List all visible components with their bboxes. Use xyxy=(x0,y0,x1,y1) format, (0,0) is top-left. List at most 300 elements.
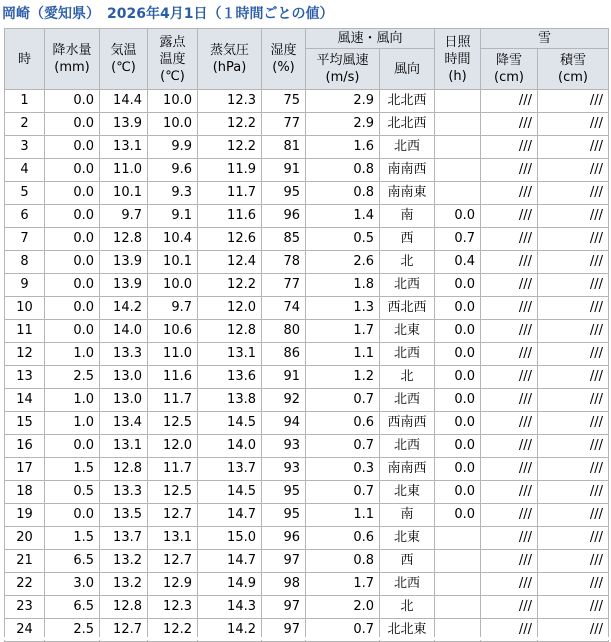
cell-dew-point: 10.6 xyxy=(148,320,198,343)
cell-dew-point: 12.0 xyxy=(148,435,198,458)
cell-vapor-pressure: 12.2 xyxy=(198,136,262,159)
cell-sunshine xyxy=(435,136,481,159)
table-row xyxy=(5,573,609,596)
cell-hour: 17 xyxy=(5,458,45,481)
cell-precipitation: 0.5 xyxy=(45,481,100,504)
cell-dew-point: 10.0 xyxy=(148,90,198,113)
cell-snowfall: /// xyxy=(481,412,538,435)
cell-sunshine: 0.7 xyxy=(435,228,481,251)
cell-sunshine xyxy=(435,596,481,619)
cell-wind-speed: 1.8 xyxy=(306,274,380,297)
cell-humidity: 97 xyxy=(262,619,306,642)
cell-wind-speed: 1.6 xyxy=(306,136,380,159)
cell-wind-speed: 2.9 xyxy=(306,113,380,136)
cell-wind-direction: 西 xyxy=(380,228,435,251)
cell-temperature: 13.2 xyxy=(100,573,148,596)
cell-snow-depth: /// xyxy=(538,435,609,458)
cell-snow-depth: /// xyxy=(538,228,609,251)
cell-dew-point: 9.7 xyxy=(148,297,198,320)
cell-vapor-pressure: 12.2 xyxy=(198,274,262,297)
cell-wind-speed: 0.6 xyxy=(306,527,380,550)
cell-temperature: 14.2 xyxy=(100,297,148,320)
cell-wind-direction: 北西 xyxy=(380,389,435,412)
cell-humidity: 77 xyxy=(262,113,306,136)
cell-temperature: 10.1 xyxy=(100,182,148,205)
cell-precipitation: 1.0 xyxy=(45,343,100,366)
cell-wind-speed: 0.8 xyxy=(306,182,380,205)
cell-wind-speed: 1.4 xyxy=(306,205,380,228)
cell-snow-depth: /// xyxy=(538,205,609,228)
cell-precipitation: 1.5 xyxy=(45,458,100,481)
cell-snowfall: /// xyxy=(481,136,538,159)
cell-humidity: 85 xyxy=(262,228,306,251)
cell-sunshine: 0.0 xyxy=(435,389,481,412)
cell-hour: 21 xyxy=(5,550,45,573)
cell-hour: 14 xyxy=(5,389,45,412)
cell-wind-speed: 0.8 xyxy=(306,550,380,573)
cell-sunshine: 0.0 xyxy=(435,458,481,481)
cell-dew-point: 11.6 xyxy=(148,366,198,389)
cell-dew-point: 12.3 xyxy=(148,596,198,619)
cell-temperature: 12.7 xyxy=(100,619,148,642)
cell-precipitation: 3.0 xyxy=(45,573,100,596)
cell-humidity: 93 xyxy=(262,458,306,481)
cell-vapor-pressure: 13.7 xyxy=(198,458,262,481)
cell-wind-direction: 西南西 xyxy=(380,412,435,435)
table-row xyxy=(5,550,609,573)
cell-wind-direction: 北東 xyxy=(380,481,435,504)
cell-wind-speed: 1.2 xyxy=(306,366,380,389)
cell-sunshine: 0.0 xyxy=(435,435,481,458)
table-row xyxy=(5,596,609,619)
cell-hour: 5 xyxy=(5,182,45,205)
cell-wind-direction: 南南西 xyxy=(380,159,435,182)
cell-vapor-pressure: 11.9 xyxy=(198,159,262,182)
cell-hour: 15 xyxy=(5,412,45,435)
cell-temperature: 12.8 xyxy=(100,596,148,619)
cell-wind-direction: 南 xyxy=(380,205,435,228)
cell-sunshine xyxy=(435,90,481,113)
cell-wind-direction: 西 xyxy=(380,550,435,573)
cell-snow-depth: /// xyxy=(538,366,609,389)
cell-temperature: 13.7 xyxy=(100,527,148,550)
cell-precipitation: 0.0 xyxy=(45,136,100,159)
cell-dew-point: 11.7 xyxy=(148,458,198,481)
cell-snowfall: /// xyxy=(481,435,538,458)
cell-vapor-pressure: 11.6 xyxy=(198,205,262,228)
cell-temperature: 9.7 xyxy=(100,205,148,228)
cell-snow-depth: /// xyxy=(538,251,609,274)
cell-precipitation: 6.5 xyxy=(45,550,100,573)
cell-temperature: 13.3 xyxy=(100,343,148,366)
cell-dew-point: 10.1 xyxy=(148,251,198,274)
cell-snowfall: /// xyxy=(481,458,538,481)
cell-precipitation: 2.5 xyxy=(45,619,100,642)
cell-temperature: 13.2 xyxy=(100,550,148,573)
cell-snowfall: /// xyxy=(481,205,538,228)
cell-vapor-pressure: 13.8 xyxy=(198,389,262,412)
cell-wind-speed: 0.7 xyxy=(306,389,380,412)
cell-hour: 20 xyxy=(5,527,45,550)
cell-wind-speed: 1.3 xyxy=(306,297,380,320)
cell-vapor-pressure: 14.3 xyxy=(198,596,262,619)
cell-hour: 7 xyxy=(5,228,45,251)
cell-humidity: 97 xyxy=(262,550,306,573)
cell-precipitation: 1.0 xyxy=(45,412,100,435)
header-wind-group: 風速・風向 xyxy=(306,29,435,49)
cell-dew-point: 12.7 xyxy=(148,504,198,527)
cell-dew-point: 12.7 xyxy=(148,550,198,573)
cell-humidity: 86 xyxy=(262,343,306,366)
cell-vapor-pressure: 14.2 xyxy=(198,619,262,642)
cell-humidity: 92 xyxy=(262,389,306,412)
cell-dew-point: 10.0 xyxy=(148,274,198,297)
cell-wind-direction: 北 xyxy=(380,596,435,619)
table-row xyxy=(5,481,609,504)
cell-humidity: 95 xyxy=(262,182,306,205)
cell-sunshine: 0.0 xyxy=(435,320,481,343)
cell-hour: 4 xyxy=(5,159,45,182)
cell-humidity: 96 xyxy=(262,205,306,228)
table-row xyxy=(5,320,609,343)
cell-snowfall: /// xyxy=(481,619,538,642)
cell-snow-depth: /// xyxy=(538,504,609,527)
cell-temperature: 13.0 xyxy=(100,389,148,412)
cell-snow-depth: /// xyxy=(538,573,609,596)
table-row xyxy=(5,297,609,320)
cell-vapor-pressure: 13.1 xyxy=(198,343,262,366)
table-row xyxy=(5,343,609,366)
page-title: 岡崎（愛知県） 2026年4月1日（１時間ごとの値） xyxy=(2,6,334,22)
cell-precipitation: 0.0 xyxy=(45,504,100,527)
cell-snowfall: /// xyxy=(481,159,538,182)
cell-wind-speed: 0.7 xyxy=(306,481,380,504)
header-vapor-pressure: 蒸気圧 (hPa) xyxy=(198,29,262,90)
cell-wind-direction: 北東 xyxy=(380,320,435,343)
cell-humidity: 97 xyxy=(262,596,306,619)
cell-wind-speed: 0.7 xyxy=(306,619,380,642)
cell-hour: 22 xyxy=(5,573,45,596)
cell-wind-speed: 0.5 xyxy=(306,228,380,251)
cell-snow-depth: /// xyxy=(538,320,609,343)
cell-dew-point: 10.4 xyxy=(148,228,198,251)
cell-precipitation: 0.0 xyxy=(45,113,100,136)
cell-hour: 16 xyxy=(5,435,45,458)
cell-wind-speed: 0.6 xyxy=(306,412,380,435)
cell-wind-direction: 北西 xyxy=(380,343,435,366)
cell-temperature: 13.1 xyxy=(100,136,148,159)
cell-dew-point: 11.7 xyxy=(148,389,198,412)
cell-wind-speed: 1.7 xyxy=(306,320,380,343)
cell-sunshine: 0.0 xyxy=(435,343,481,366)
cell-dew-point: 13.1 xyxy=(148,527,198,550)
table-header xyxy=(5,29,609,90)
cell-snow-depth: /// xyxy=(538,113,609,136)
cell-precipitation: 1.5 xyxy=(45,527,100,550)
cell-snowfall: /// xyxy=(481,182,538,205)
cell-vapor-pressure: 12.6 xyxy=(198,228,262,251)
table-row xyxy=(5,251,609,274)
table-row xyxy=(5,412,609,435)
cell-precipitation: 0.0 xyxy=(45,228,100,251)
cell-dew-point: 9.3 xyxy=(148,182,198,205)
cell-sunshine: 0.0 xyxy=(435,274,481,297)
cell-hour: 18 xyxy=(5,481,45,504)
cell-wind-direction: 南南西 xyxy=(380,458,435,481)
cell-hour: 23 xyxy=(5,596,45,619)
header-hour: 時 xyxy=(5,29,45,90)
cell-dew-point: 11.0 xyxy=(148,343,198,366)
cell-dew-point: 12.9 xyxy=(148,573,198,596)
cell-wind-direction: 北西 xyxy=(380,573,435,596)
table-row xyxy=(5,527,609,550)
cell-vapor-pressure: 12.2 xyxy=(198,113,262,136)
cell-snow-depth: /// xyxy=(538,412,609,435)
cell-humidity: 77 xyxy=(262,274,306,297)
cell-temperature: 14.4 xyxy=(100,90,148,113)
cell-hour: 13 xyxy=(5,366,45,389)
cell-sunshine: 0.0 xyxy=(435,366,481,389)
cell-wind-speed: 1.1 xyxy=(306,504,380,527)
cell-sunshine: 0.0 xyxy=(435,297,481,320)
header-snowfall: 降雪 (cm) xyxy=(481,49,538,90)
cell-snow-depth: /// xyxy=(538,297,609,320)
cell-dew-point: 12.5 xyxy=(148,412,198,435)
table-row xyxy=(5,205,609,228)
cell-wind-speed: 0.7 xyxy=(306,435,380,458)
cell-precipitation: 0.0 xyxy=(45,205,100,228)
cell-temperature: 11.0 xyxy=(100,159,148,182)
table-row xyxy=(5,159,609,182)
cell-wind-speed: 2.0 xyxy=(306,596,380,619)
cell-temperature: 14.0 xyxy=(100,320,148,343)
cell-wind-speed: 2.9 xyxy=(306,90,380,113)
cell-sunshine: 0.0 xyxy=(435,481,481,504)
cell-temperature: 13.4 xyxy=(100,412,148,435)
cell-humidity: 91 xyxy=(262,366,306,389)
cell-vapor-pressure: 12.4 xyxy=(198,251,262,274)
cell-temperature: 13.9 xyxy=(100,113,148,136)
cell-wind-direction: 西北西 xyxy=(380,297,435,320)
table-row xyxy=(5,228,609,251)
cell-snow-depth: /// xyxy=(538,343,609,366)
cell-snow-depth: /// xyxy=(538,90,609,113)
cell-snowfall: /// xyxy=(481,389,538,412)
cell-wind-speed: 0.3 xyxy=(306,458,380,481)
cell-sunshine: 0.0 xyxy=(435,504,481,527)
cell-temperature: 13.3 xyxy=(100,481,148,504)
cell-snowfall: /// xyxy=(481,297,538,320)
cell-wind-speed: 1.7 xyxy=(306,573,380,596)
table-row xyxy=(5,274,609,297)
cell-hour: 12 xyxy=(5,343,45,366)
header-temperature: 気温 (℃) xyxy=(100,29,148,90)
cell-snowfall: /// xyxy=(481,596,538,619)
cell-vapor-pressure: 14.7 xyxy=(198,504,262,527)
cell-sunshine xyxy=(435,182,481,205)
cell-humidity: 94 xyxy=(262,412,306,435)
cell-dew-point: 12.5 xyxy=(148,481,198,504)
cell-vapor-pressure: 13.6 xyxy=(198,366,262,389)
cell-vapor-pressure: 14.5 xyxy=(198,412,262,435)
cell-hour: 3 xyxy=(5,136,45,159)
cell-snowfall: /// xyxy=(481,527,538,550)
cell-hour: 10 xyxy=(5,297,45,320)
cell-humidity: 93 xyxy=(262,435,306,458)
cell-wind-direction: 北北東 xyxy=(380,619,435,642)
cell-wind-direction: 北西 xyxy=(380,136,435,159)
cell-sunshine xyxy=(435,550,481,573)
cell-snowfall: /// xyxy=(481,481,538,504)
table-row xyxy=(5,366,609,389)
cell-hour: 11 xyxy=(5,320,45,343)
header-precipitation: 降水量 (mm) xyxy=(45,29,100,90)
cell-sunshine xyxy=(435,159,481,182)
cell-snow-depth: /// xyxy=(538,182,609,205)
header-humidity: 湿度 (%) xyxy=(262,29,306,90)
cell-humidity: 80 xyxy=(262,320,306,343)
cell-snowfall: /// xyxy=(481,504,538,527)
cell-dew-point: 10.0 xyxy=(148,113,198,136)
cell-snow-depth: /// xyxy=(538,550,609,573)
cell-sunshine: 0.0 xyxy=(435,205,481,228)
table-body xyxy=(5,90,609,642)
cell-dew-point: 9.1 xyxy=(148,205,198,228)
header-snow-depth: 積雪 (cm) xyxy=(538,49,609,90)
cell-snowfall: /// xyxy=(481,343,538,366)
cell-vapor-pressure: 14.5 xyxy=(198,481,262,504)
cell-snowfall: /// xyxy=(481,251,538,274)
table-row xyxy=(5,435,609,458)
cell-sunshine: 0.0 xyxy=(435,412,481,435)
cell-snow-depth: /// xyxy=(538,527,609,550)
cell-humidity: 96 xyxy=(262,527,306,550)
cell-wind-direction: 北 xyxy=(380,366,435,389)
cell-precipitation: 1.0 xyxy=(45,389,100,412)
cell-precipitation: 2.5 xyxy=(45,366,100,389)
table-row xyxy=(5,182,609,205)
cell-snow-depth: /// xyxy=(538,481,609,504)
cell-precipitation: 0.0 xyxy=(45,297,100,320)
cell-snow-depth: /// xyxy=(538,619,609,642)
cell-snow-depth: /// xyxy=(538,159,609,182)
cell-vapor-pressure: 14.7 xyxy=(198,550,262,573)
cell-temperature: 13.1 xyxy=(100,435,148,458)
table-row xyxy=(5,113,609,136)
cell-precipitation: 0.0 xyxy=(45,251,100,274)
header-dew-point: 露点 温度 (℃) xyxy=(148,29,198,90)
cell-precipitation: 6.5 xyxy=(45,596,100,619)
cell-snowfall: /// xyxy=(481,366,538,389)
cell-humidity: 75 xyxy=(262,90,306,113)
cell-humidity: 74 xyxy=(262,297,306,320)
cell-hour: 2 xyxy=(5,113,45,136)
cell-wind-direction: 北西 xyxy=(380,435,435,458)
table-row xyxy=(5,136,609,159)
cell-temperature: 12.8 xyxy=(100,228,148,251)
cell-wind-direction: 北東 xyxy=(380,527,435,550)
cell-hour: 19 xyxy=(5,504,45,527)
cell-humidity: 78 xyxy=(262,251,306,274)
cell-sunshine xyxy=(435,113,481,136)
cell-vapor-pressure: 12.0 xyxy=(198,297,262,320)
cell-snow-depth: /// xyxy=(538,389,609,412)
cell-wind-speed: 2.6 xyxy=(306,251,380,274)
cell-precipitation: 0.0 xyxy=(45,320,100,343)
cell-precipitation: 0.0 xyxy=(45,182,100,205)
cell-snow-depth: /// xyxy=(538,274,609,297)
cell-snowfall: /// xyxy=(481,550,538,573)
header-snow-group: 雪 xyxy=(481,29,609,49)
cell-temperature: 12.8 xyxy=(100,458,148,481)
cell-vapor-pressure: 12.8 xyxy=(198,320,262,343)
cell-snowfall: /// xyxy=(481,113,538,136)
cell-sunshine xyxy=(435,527,481,550)
cell-wind-direction: 北北西 xyxy=(380,113,435,136)
cell-vapor-pressure: 12.3 xyxy=(198,90,262,113)
cell-hour: 6 xyxy=(5,205,45,228)
cell-wind-direction: 南 xyxy=(380,504,435,527)
cell-temperature: 13.5 xyxy=(100,504,148,527)
cell-dew-point: 12.2 xyxy=(148,619,198,642)
cell-snowfall: /// xyxy=(481,274,538,297)
cell-hour: 1 xyxy=(5,90,45,113)
cell-wind-direction: 南南東 xyxy=(380,182,435,205)
table-row xyxy=(5,458,609,481)
cell-precipitation: 0.0 xyxy=(45,435,100,458)
cell-temperature: 13.9 xyxy=(100,251,148,274)
cell-snowfall: /// xyxy=(481,228,538,251)
table-row xyxy=(5,389,609,412)
cell-snowfall: /// xyxy=(481,573,538,596)
cell-precipitation: 0.0 xyxy=(45,90,100,113)
cell-sunshine: 0.4 xyxy=(435,251,481,274)
cell-vapor-pressure: 15.0 xyxy=(198,527,262,550)
cell-wind-direction: 北北西 xyxy=(380,90,435,113)
cell-humidity: 91 xyxy=(262,159,306,182)
cell-humidity: 95 xyxy=(262,504,306,527)
header-wind-direction: 風向 xyxy=(380,49,435,90)
cell-dew-point: 9.9 xyxy=(148,136,198,159)
cell-snowfall: /// xyxy=(481,90,538,113)
cell-snow-depth: /// xyxy=(538,136,609,159)
cell-vapor-pressure: 14.9 xyxy=(198,573,262,596)
cell-humidity: 95 xyxy=(262,481,306,504)
header-sunshine: 日照 時間 (h) xyxy=(435,29,481,90)
cell-dew-point: 9.6 xyxy=(148,159,198,182)
cell-sunshine xyxy=(435,573,481,596)
cell-hour: 8 xyxy=(5,251,45,274)
table-row xyxy=(5,90,609,113)
cell-wind-direction: 北 xyxy=(380,251,435,274)
cell-vapor-pressure: 14.0 xyxy=(198,435,262,458)
cell-wind-speed: 0.8 xyxy=(306,159,380,182)
cell-precipitation: 0.0 xyxy=(45,159,100,182)
cell-wind-direction: 北西 xyxy=(380,274,435,297)
header-wind-speed: 平均風速 (m/s) xyxy=(306,49,380,90)
cell-snow-depth: /// xyxy=(538,458,609,481)
cell-temperature: 13.0 xyxy=(100,366,148,389)
cell-humidity: 81 xyxy=(262,136,306,159)
cell-hour: 9 xyxy=(5,274,45,297)
cell-snow-depth: /// xyxy=(538,596,609,619)
cell-temperature: 13.9 xyxy=(100,274,148,297)
cell-snowfall: /// xyxy=(481,320,538,343)
table-row xyxy=(5,504,609,527)
cell-precipitation: 0.0 xyxy=(45,274,100,297)
cell-vapor-pressure: 11.7 xyxy=(198,182,262,205)
cell-humidity: 98 xyxy=(262,573,306,596)
